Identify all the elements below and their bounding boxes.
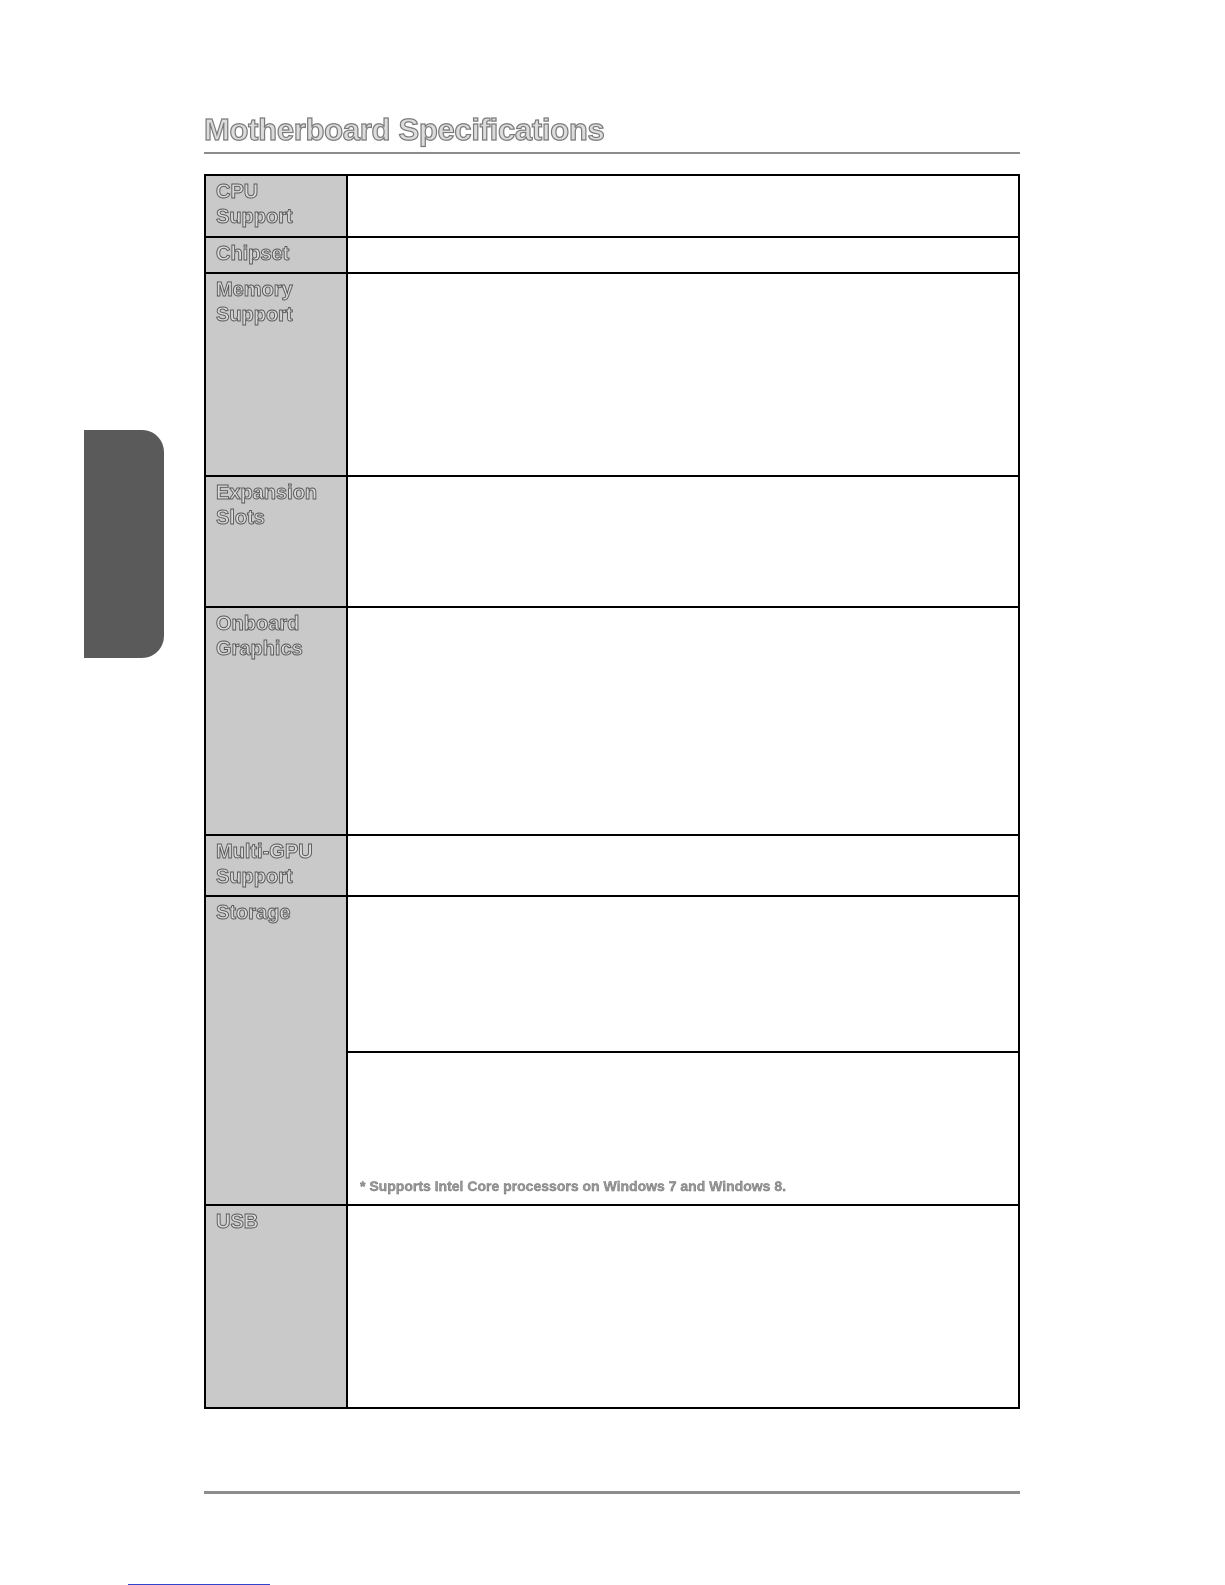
row-label-line: Chipset	[216, 243, 290, 265]
row-value-multi-gpu-support	[347, 835, 1019, 896]
row-label-line: Support	[216, 866, 293, 888]
page-title: Motherboard Specifications	[204, 112, 605, 147]
row-label-line: Support	[216, 206, 293, 228]
row-label-memory-support	[205, 273, 347, 476]
row-value-storage-primary	[347, 896, 1019, 1052]
storage-footnote: * Supports Intel Core processors on Windows 7 and Windows 8.	[360, 1178, 787, 1194]
row-label-line: Graphics	[216, 638, 303, 660]
row-label-storage	[205, 896, 347, 1205]
table-row	[205, 273, 1019, 476]
row-label-line: CPU	[216, 181, 259, 203]
table-row	[205, 835, 1019, 896]
row-label-line: Memory	[216, 279, 293, 301]
row-value-usb	[347, 1205, 1019, 1408]
table-row	[205, 237, 1019, 273]
row-label-line: Onboard	[216, 613, 300, 635]
row-label-cpu-support	[205, 175, 347, 237]
table-row	[205, 1205, 1019, 1408]
table-row	[205, 607, 1019, 835]
row-value-chipset	[347, 237, 1019, 273]
row-label-line: Storage	[216, 902, 291, 924]
row-label-line: Multi-GPU	[216, 841, 313, 863]
row-label-line: Slots	[216, 507, 265, 529]
row-label-usb	[205, 1205, 347, 1408]
row-label-line: USB	[216, 1211, 259, 1233]
row-label-multi-gpu-support	[205, 835, 347, 896]
row-value-onboard-graphics	[347, 607, 1019, 835]
table-row	[205, 476, 1019, 607]
row-label-line: Support	[216, 304, 293, 326]
title-divider	[204, 152, 1020, 154]
table-row	[205, 896, 1019, 1052]
row-value-expansion-slots	[347, 476, 1019, 607]
table-row	[205, 175, 1019, 237]
row-value-storage-secondary	[347, 1052, 1019, 1205]
footer-divider	[204, 1491, 1020, 1494]
row-label-onboard-graphics	[205, 607, 347, 835]
row-value-memory-support	[347, 273, 1019, 476]
row-label-expansion-slots	[205, 476, 347, 607]
chapter-side-tab	[84, 430, 164, 658]
row-label-line: Expansion	[216, 482, 318, 504]
specifications-table	[204, 174, 1020, 1409]
row-label-chipset	[205, 237, 347, 273]
row-value-cpu-support	[347, 175, 1019, 237]
